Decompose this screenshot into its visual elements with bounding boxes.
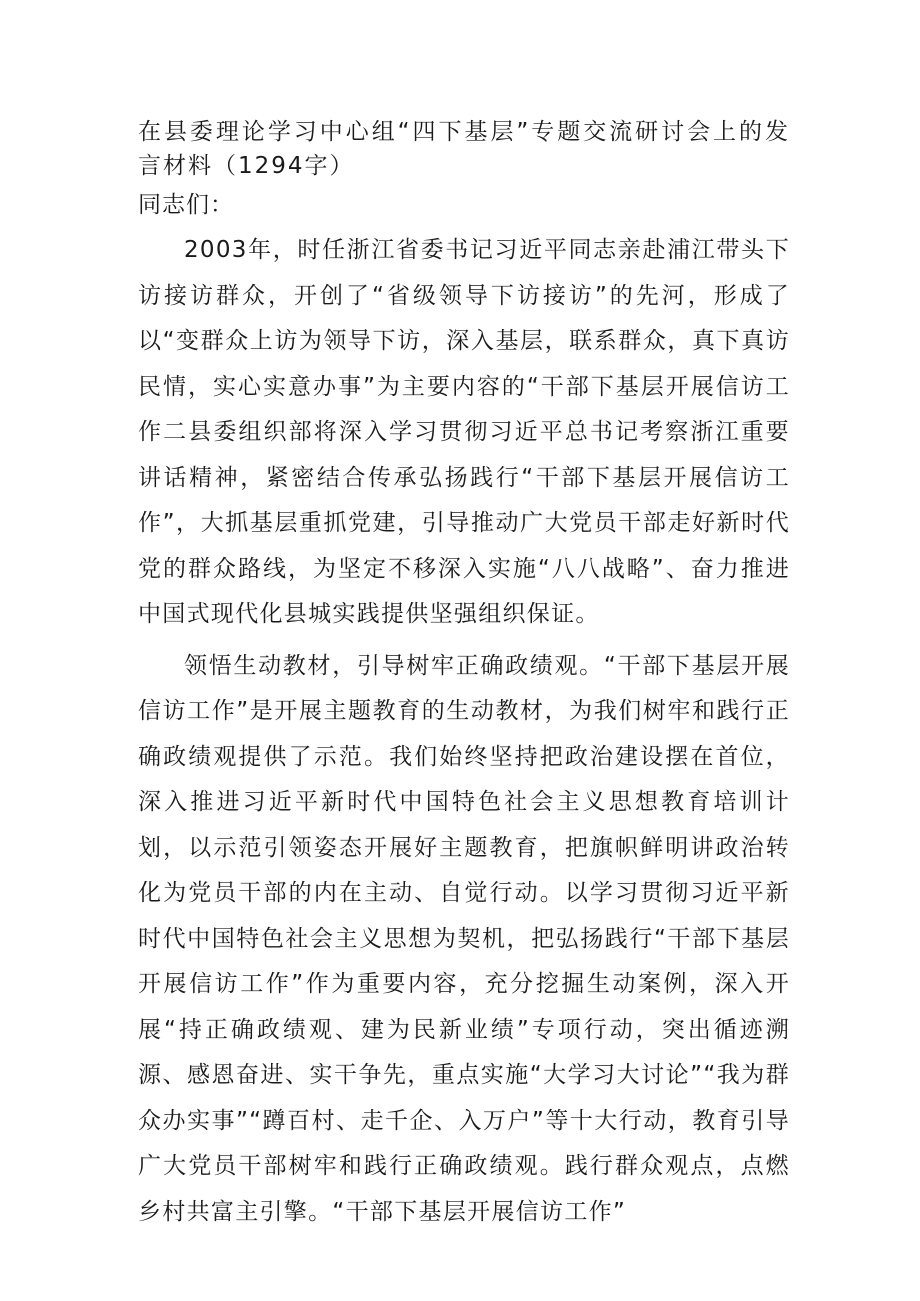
document-body	[138, 115, 790, 1241]
greeting: 同志们：	[138, 192, 234, 218]
paragraph-1: 2003年，时任浙江省委书记习近平同志亲赴浦江带头下访接访群众，开创了“省级领导下访接访”的先河，形成了以“变群众上访为领导下访，深入基层，联系群众，真下真访民情，实心实意办事”为主要内容的“干部下基层开展信访工作二县委组织部将深入学习贯彻习近平总书记考察浙江重要讲话精神，紧密结合传承弘扬践行“干部下基层开展信访工作”，大抓基层重抓党建，引导推动广大党员干部走好新时代党的群众路线，为坚定不移深入实施“八八战略”、奋力推进中国式现代化县城实践提供坚强组织保证。	[138, 237, 790, 627]
paragraph-2: 领悟生动教材，引导树牢正确政绩观。“干部下基层开展信访工作”是开展主题教育的生动教材，为我们树牢和践行正确政绩观提供了示范。我们始终坚持把政治建设摆在首位，深入推进习近平新时代中国特色社会主义思想教育培训计划，以示范引领姿态开展好主题教育，把旗帜鲜明讲政治转化为党员干部的内在主动、自觉行动。以学习贯彻习近平新时代中国特色社会主义思想为契机，把弘扬践行“干部下基层开展信访工作”作为重要内容，充分挖掘生动案例，深入开展“持正确政绩观、建为民新业绩”专项行动，突出循迹溯源、感恩奋进、实干争先，重点实施“大学习大讨论”“我为群众办实事”“蹲百村、走千企、入万户”等十大行动，教育引导广大党员干部树牢和践行正确政绩观。践行群众观点，点燃乡村共富主引擎。“干部下基层开展信访工作”	[138, 652, 790, 1225]
document-title: 在县委理论学习中心组“四下基层”专题交流研讨会上的发言材料（1294字）	[138, 119, 790, 179]
